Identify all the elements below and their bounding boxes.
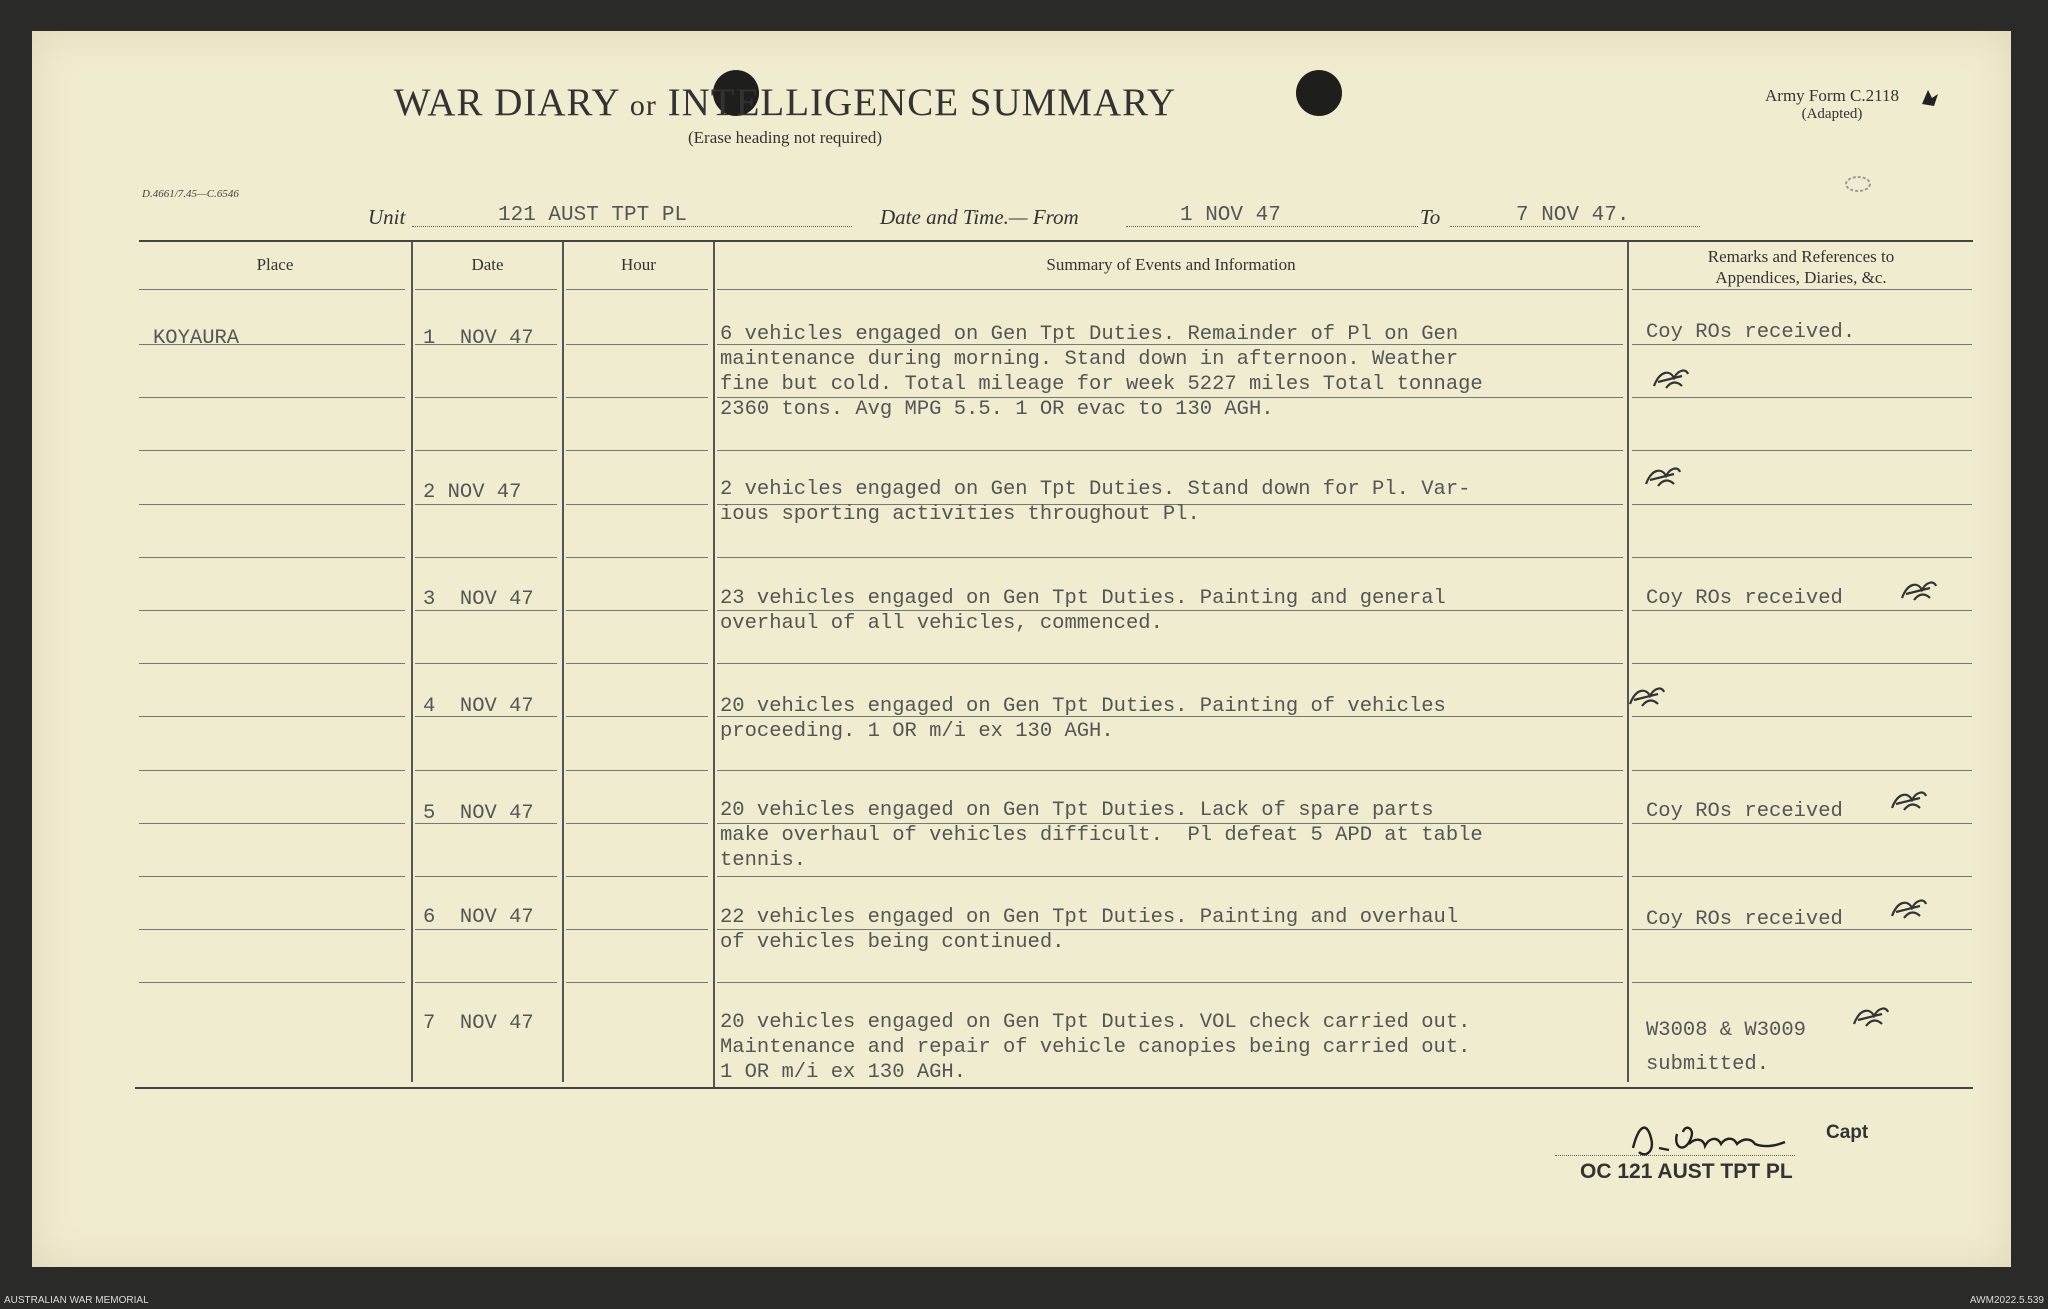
ruled-line	[415, 397, 557, 398]
footer-archive: AUSTRALIAN WAR MEMORIAL	[4, 1295, 149, 1306]
ruled-line	[566, 450, 708, 451]
footer-catalogue: AWM2022.5.539	[1969, 1295, 2044, 1306]
unit-value: 121 AUST TPT PL	[498, 204, 688, 227]
ruled-line	[1632, 397, 1972, 398]
col-head-summary: Summary of Events and Information	[1046, 255, 1296, 274]
ruled-line	[415, 557, 557, 558]
ruled-line	[139, 716, 405, 717]
ruled-line	[415, 770, 557, 771]
title-or: or	[629, 89, 657, 122]
ruled-line	[1632, 557, 1972, 558]
ruled-line	[566, 289, 708, 290]
entry-summary: 22 vehicles engaged on Gen Tpt Duties. Painting and overhaul of vehicles being continued.	[720, 906, 1459, 954]
initials-mark	[1628, 684, 1666, 708]
date-from-label: Date and Time.— From	[880, 205, 1079, 229]
entry-summary: 20 vehicles engaged on Gen Tpt Duties. Painting of vehicles proceeding. 1 OR m/i ex 130 AGH.	[720, 695, 1446, 743]
ruled-line	[1632, 663, 1972, 664]
stamp-mark-icon	[1843, 172, 1873, 196]
col-head-remarks-line2: Appendices, Diaries, &c.	[1715, 268, 1887, 287]
entry-date: 6 NOV 47	[423, 906, 534, 929]
entry-remarks: Coy ROs received	[1646, 800, 1843, 823]
ruled-line	[717, 557, 1623, 558]
initials-mark	[1900, 578, 1938, 602]
col-head-remarks-line1: Remarks and References to	[1707, 247, 1895, 266]
entry-remarks: Coy ROs received.	[1646, 321, 1856, 344]
initials-mark	[1652, 366, 1690, 390]
ruled-line	[566, 770, 708, 771]
entry-remarks: Coy ROs received	[1646, 908, 1843, 931]
col-divider-hour	[713, 242, 715, 1087]
ruled-line	[139, 982, 405, 983]
ruled-line	[566, 876, 708, 877]
table-top-rule	[139, 240, 1973, 242]
date-to-value: 7 NOV 47.	[1516, 204, 1630, 227]
ruled-line	[566, 344, 708, 345]
entry-summary: 6 vehicles engaged on Gen Tpt Duties. Remainder of Pl on Gen maintenance during morning. Stand down in afternoon. Weather fine but cold. Total mileage for week 5227 miles Total tonnage 2360 tons. Avg MPG 5.5. 1 OR evac to 130 AGH.	[720, 323, 1483, 421]
ruled-line	[566, 929, 708, 930]
ruled-line	[1632, 450, 1972, 451]
initials-mark	[1890, 788, 1928, 812]
ruled-line	[415, 450, 557, 451]
form-code: D.4661/7.45—C.6546	[142, 188, 239, 200]
title-main: WAR DIARY	[393, 81, 620, 124]
ruled-line	[139, 557, 405, 558]
initials-mark	[1644, 464, 1682, 488]
ruled-line	[139, 823, 405, 824]
ruled-line	[1632, 876, 1972, 877]
ruled-line	[1632, 504, 1972, 505]
date-to-label: To	[1420, 205, 1441, 229]
ruled-line	[566, 663, 708, 664]
signature-mark	[1625, 1108, 1805, 1168]
col-divider-place	[411, 242, 413, 1082]
entry-date: 4 NOV 47	[423, 695, 534, 718]
ruled-line	[139, 610, 405, 611]
ruled-line	[566, 610, 708, 611]
signature-rank: Capt	[1826, 1122, 1869, 1143]
ruled-line	[1632, 289, 1972, 290]
entry-summary: 2 vehicles engaged on Gen Tpt Duties. Stand down for Pl. Var- ious sporting activities throughout Pl.	[720, 478, 1471, 526]
entry-date: 7 NOV 47	[423, 1012, 534, 1035]
entry-remarks: W3008 & W3009 submitted.	[1646, 1019, 1806, 1076]
entry-summary: 23 vehicles engaged on Gen Tpt Duties. Painting and general overhaul of all vehicles, commenced.	[720, 587, 1446, 635]
ruled-line	[717, 663, 1623, 664]
ruled-line	[139, 450, 405, 451]
ruled-line	[717, 982, 1623, 983]
ruled-line	[566, 504, 708, 505]
ruled-line	[717, 876, 1623, 877]
entry-date: 3 NOV 47	[423, 588, 534, 611]
col-divider-summary	[1627, 242, 1629, 1082]
ruled-line	[717, 770, 1623, 771]
entry-date: 5 NOV 47	[423, 802, 534, 825]
table-bottom-rule	[135, 1087, 1973, 1089]
entry-summary: 20 vehicles engaged on Gen Tpt Duties. VOL check carried out. Maintenance and repair of vehicle canopies being carried out. 1 OR m/i ex 130 AGH.	[720, 1011, 1471, 1084]
ruled-line	[415, 289, 557, 290]
entry-summary: 20 vehicles engaged on Gen Tpt Duties. Lack of spare parts make overhaul of vehicles difficult. Pl defeat 5 APD at table tennis.	[720, 799, 1483, 872]
army-form-adapted: (Adapted)	[1801, 106, 1863, 122]
ruled-line	[566, 823, 708, 824]
ruled-line	[566, 716, 708, 717]
page-subtitle: (Erase heading not required)	[688, 128, 882, 147]
col-head-remarks	[1629, 246, 1973, 288]
ruled-line	[1632, 982, 1972, 983]
initials-mark	[1890, 896, 1928, 920]
col-head-date: Date	[471, 255, 504, 274]
entry-remarks: Coy ROs received	[1646, 587, 1843, 610]
ruled-line	[139, 663, 405, 664]
ruled-line	[415, 663, 557, 664]
col-head-place: Place	[256, 255, 294, 274]
col-divider-date	[562, 242, 564, 1082]
ruled-line	[139, 929, 405, 930]
ruled-line	[415, 982, 557, 983]
entry-date: 2 NOV 47	[423, 481, 522, 504]
ruled-line	[139, 770, 405, 771]
ruled-line	[1632, 716, 1972, 717]
date-from-value: 1 NOV 47	[1180, 204, 1281, 227]
ruled-line	[566, 397, 708, 398]
ruled-line	[717, 289, 1623, 290]
ruled-line	[139, 504, 405, 505]
signature-stamp: OC 121 AUST TPT PL	[1580, 1160, 1793, 1183]
ruled-line	[717, 450, 1623, 451]
entry-place: KOYAURA	[153, 327, 240, 350]
ruled-line	[139, 397, 405, 398]
entry-date: 1 NOV 47	[423, 327, 534, 350]
title-rest: INTELLIGENCE SUMMARY	[667, 81, 1177, 124]
unit-label: Unit	[368, 205, 406, 229]
army-form-ref	[1752, 86, 1912, 124]
ink-mark-icon	[1918, 86, 1942, 110]
col-head-hour: Hour	[621, 255, 656, 274]
ruled-line	[139, 289, 405, 290]
ruled-line	[1632, 770, 1972, 771]
ruled-line	[415, 876, 557, 877]
ruled-line	[566, 557, 708, 558]
page-title	[0, 80, 1570, 125]
army-form-number: Army Form C.2118	[1765, 86, 1899, 105]
ruled-line	[139, 876, 405, 877]
initials-mark	[1852, 1004, 1890, 1028]
ruled-line	[566, 982, 708, 983]
